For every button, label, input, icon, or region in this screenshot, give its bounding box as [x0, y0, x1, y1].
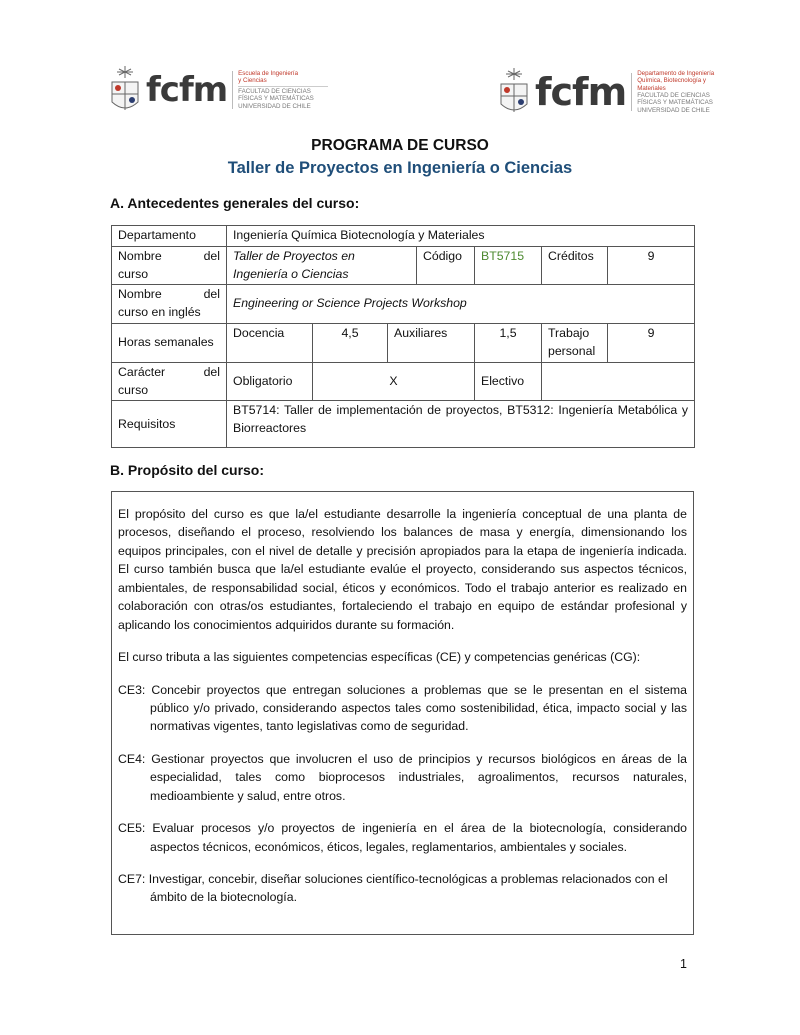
caracter-label: Carácter del curso	[112, 362, 227, 401]
competency-text: Concebir proyectos que entregan soluciones a problemas que se le presentan en el sistema público y/o privado, considerando aspectos tales como sostenibilidad, ética, impacto social y las normativas vigentes, tanto legislativas como de seguridad.	[150, 682, 687, 734]
competency-item	[118, 681, 687, 736]
competency-text: Gestionar proyectos que involucren el uso de principios y recursos biológicos en áreas de la especialidad, tales como bioprocesos industriales, agroalimentos, recursos naturales, medioambiente y salud, entre otros.	[150, 751, 688, 803]
horas-label: Horas semanales	[112, 324, 227, 363]
university-seal-icon	[108, 64, 142, 116]
purpose-box	[111, 491, 694, 935]
obligatorio-mark: X	[313, 362, 475, 401]
competency-item	[118, 870, 687, 907]
docencia-label: Docencia	[227, 324, 313, 363]
general-info-table	[111, 225, 695, 448]
codigo-value: BT5715	[475, 246, 542, 285]
department-logo-text: Departamento de Ingeniería Química, Biotecnología y Materiales FACULTAD DE CIENCIAS FÍSICAS Y MATEMÁTICAS UNIVERSIDAD DE CHILE	[637, 69, 715, 114]
ingles-label: Nombre del curso en inglés	[112, 285, 227, 324]
competency-text: Evaluar procesos y/o proyectos de ingeniería en el área de la biotecnología, considerando aspectos técnicos, económicos, éticos, legales, reglamentarios, ambientales y sociales.	[150, 821, 687, 854]
nombre-value: Taller de Proyectos en Ingeniería o Ciencias	[227, 246, 417, 285]
departamento-label: Departamento	[112, 226, 227, 247]
competency-code: CE4:	[118, 751, 146, 766]
competency-text: Investigar, concebir, diseñar soluciones científico-tecnológicas a problemas relacionados con el ámbito de la biotecnología.	[148, 872, 668, 905]
trabajo-label: Trabajo personal	[542, 324, 608, 363]
competency-code: CE3:	[118, 682, 146, 697]
obligatorio-label: Obligatorio	[227, 362, 313, 401]
electivo-value	[542, 362, 695, 401]
competency-code: CE7:	[118, 872, 146, 886]
auxiliares-label: Auxiliares	[388, 324, 475, 363]
fcfm-wordmark: fcfm	[146, 70, 228, 110]
creditos-label: Créditos	[542, 246, 608, 285]
requisitos-value: BT5714: Taller de implementación de proyectos, BT5312: Ingeniería Metabólica y Biorreactores	[227, 401, 695, 448]
department-logo	[497, 66, 714, 118]
section-b-heading: B. Propósito del curso:	[110, 462, 265, 478]
creditos-value: 9	[608, 246, 695, 285]
fcfm-wordmark: fcfm	[535, 70, 627, 114]
electivo-label: Electivo	[475, 362, 542, 401]
nombre-label: Nombre del curso	[112, 246, 227, 285]
school-logo	[108, 64, 328, 116]
document-title: PROGRAMA DE CURSO	[311, 137, 489, 154]
competency-item	[118, 819, 687, 856]
competency-code: CE5:	[118, 821, 146, 836]
ingles-value: Engineering or Science Projects Workshop	[227, 285, 695, 324]
university-seal-icon	[497, 66, 531, 118]
course-subtitle: Taller de Proyectos en Ingeniería o Ciencias	[227, 159, 573, 177]
competency-item	[118, 750, 687, 805]
purpose-paragraph: El propósito del curso es que la/el estudiante desarrolle la ingeniería conceptual de una planta de procesos, diseñando el proceso, resolviendo los balances de masa y energía, dimensionando los equipos principales, con el nivel de detalle y precisión apropiados para la etapa de ingeniería indicada. El curso también busca que la/el estudiante evalúe el proyecto, considerando sus aspectos técnicos, ambientales, de responsabilidad social, éticos y económicos. Todo el trabajo anterior es realizado en colaboración con otras/os estudiantes, fortaleciendo el trabajo en equipo de estándar profesional y aplicando los conocimientos adquiridos durante su formación.	[118, 507, 687, 632]
section-a-heading: A. Antecedentes generales del curso:	[110, 195, 360, 211]
competencies-intro: El curso tributa a las siguientes competencias específicas (CE) y competencias genéricas (CG):	[118, 650, 641, 665]
page-number: 1	[680, 957, 687, 971]
docencia-value: 4,5	[313, 324, 388, 363]
departamento-value: Ingeniería Química Biotecnología y Materiales	[227, 226, 695, 247]
trabajo-value: 9	[608, 324, 695, 363]
requisitos-label: Requisitos	[112, 401, 227, 448]
school-logo-text: Escuela de Ingeniería y Ciencias FACULTAD DE CIENCIAS FÍSICAS Y MATEMÁTICAS UNIVERSIDAD DE CHILE	[238, 70, 328, 110]
auxiliares-value: 1,5	[475, 324, 542, 363]
codigo-label: Código	[417, 246, 475, 285]
